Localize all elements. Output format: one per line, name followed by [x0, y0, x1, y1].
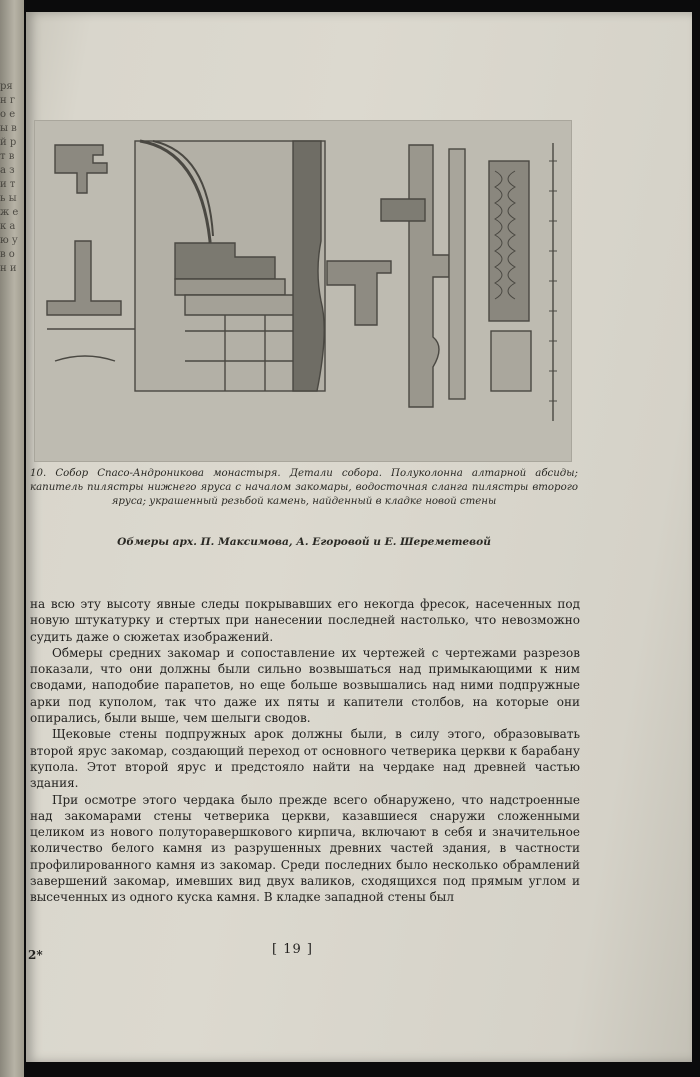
body-text	[30, 596, 580, 906]
paragraph: на всю эту высоту явные следы покрывавших его некогда фресок, насеченных под новую штукатурку и стертых при нанесении последней настолько, что невозможно судить даже о сюжетах изображений.	[30, 597, 580, 644]
paragraph: Щековые стены подпружных арок должны были, в силу этого, образовывать второй ярус закомар, создающий переход от основного четверика церкви к барабану купола. Этот второй ярус и предстояло найти на чердаке над древней частью здания.	[30, 727, 580, 791]
signature-mark: 2*	[28, 948, 43, 962]
paragraph: При осмотре этого чердака было прежде всего обнаружено, что надстроенные над закомарами стены четверика церкви, казавшиеся снаружи сложенными целиком из нового полуторавершкового кирпича, включают в себя и значительное количество белого камня из разрушенных древних частей здания, в частности профилированного камня из закомар. Среди последних было несколько обрамлений завершений закомар, имевших вид двух валиков, сходящихся под прямым углом и высеченных из одного куска камня. В кладке западной стены был	[30, 792, 580, 905]
figure-architectural-drawings	[34, 120, 572, 462]
page-number: [ 19 ]	[272, 942, 313, 957]
paragraph: Обмеры средних закомар и сопоставление их чертежей с чертежами разрезов показали, что они должны были сильно возвышаться над примыкающими к ним сводами, наподобие парапетов, но еще больше возвышались над ними подпружные арки под куполом, так что даже их пяты и капители столбов, на которые они опирались, были выше, чем шелыги сводов.	[30, 645, 580, 726]
adjacent-page-text: ря н г о е ы в й р т в а з и т ь ы ж е к а ю у в о н и	[0, 81, 19, 274]
figure-credit: Обмеры арх. П. Максимова, А. Егоровой и Е. Шереметевой	[117, 536, 491, 548]
architectural-drawing	[35, 121, 571, 461]
book-page	[26, 12, 692, 1062]
figure-caption: 10. Собор Спасо-Андроникова монастыря. Детали собора. Полуколонна алтарной абсиды; капитель пилястры нижнего яруса с началом закомары, водосточная сланга пилястры второго яруса; украшенный резьбой камень, найденный в кладке новой стены	[30, 468, 578, 507]
adjacent-page-edge	[0, 0, 24, 1077]
